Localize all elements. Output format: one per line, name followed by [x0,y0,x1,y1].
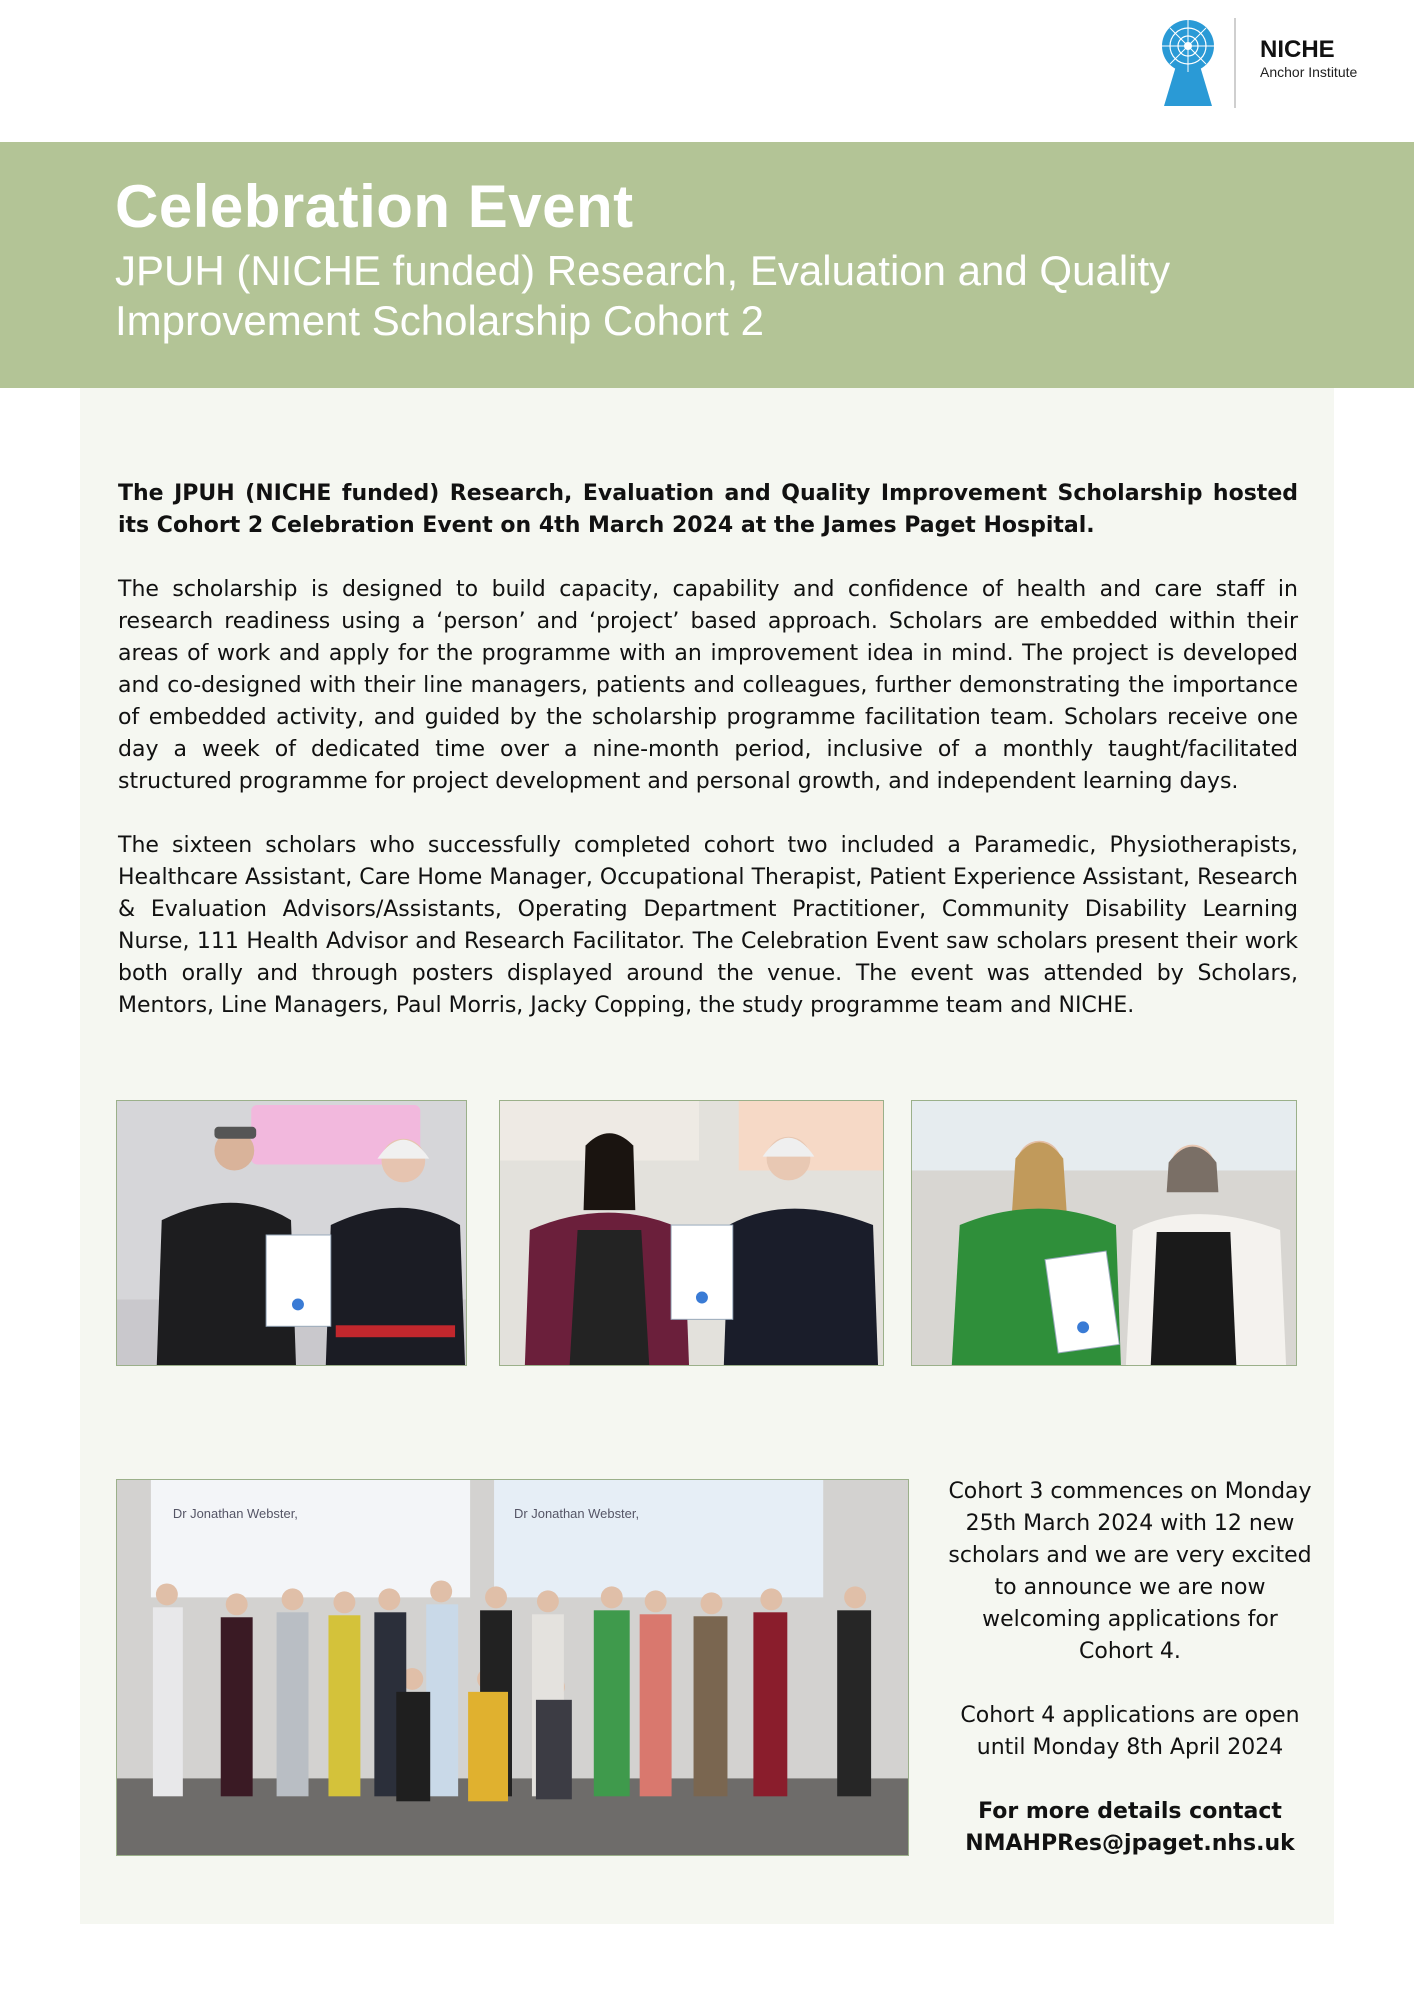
photo-cohort-group [116,1479,909,1856]
niche-keyhole-globe-icon [1158,16,1218,108]
logo-subtitle: Anchor Institute [1260,64,1358,80]
photo-certificate-presentation-1 [116,1100,467,1366]
photo-certificate-presentation-2 [499,1100,884,1366]
contact-email[interactable]: NMAHPRes@jpaget.nhs.uk [965,1831,1295,1856]
page-title: Celebration Event [115,173,634,240]
intro-paragraph: The JPUH (NICHE funded) Research, Evaluation and Quality Improvement Scholarship hosted its Cohort 2 Celebration Event on 4th March 2024 at the James Paget Hospital. [118,481,1298,538]
photo-certificate-presentation-3 [911,1100,1297,1366]
cohort-two-summary: The sixteen scholars who successfully completed cohort two included a Paramedic, Physiotherapists, Healthcare Assistant, Care Home Manager, Occupational Therapist, Patient Experience Assistant, Research & Evaluation Advisors/Assistants, Operating Department Practitioner, Community Disability Learning Nurse, 111 Health Advisor and Research Facilitator. The Celebration Event saw scholars present their work both orally and through posters displayed around the venue. The event was attended by Scholars, Mentors, Line Managers, Paul Morris, Jacky Copping, the study programme team and NICHE. [118,833,1298,1018]
title-banner [0,142,1414,388]
contact-label: For more details contact [978,1799,1282,1824]
logo-divider [1234,18,1236,108]
page-subtitle: JPUH (NICHE funded) Research, Evaluation and Quality Improvement Scholarship Cohort 2 [115,247,1171,344]
cohort4-deadline: Cohort 4 applications are open until Monday 8th April 2024 [960,1703,1300,1760]
cohort-info-sidebar [946,1476,1314,1860]
scholarship-description: The scholarship is designed to build capacity, capability and confidence of health and care staff in research readiness using a ‘person’ and ‘project’ based approach. Scholars are embedded within their areas of work and apply for the programme with an improvement idea in mind. The project is developed and co-designed with their line managers, patients and colleagues, further demonstrating the importance of embedded activity, and guided by the scholarship programme facilitation team. Scholars receive one day a week of dedicated time over a nine-month period, inclusive of a monthly taught/facilitated structured programme for project development and personal growth, and independent learning days. [118,577,1298,794]
slide-name-left: Dr Jonathan Webster, [172,1505,298,1521]
slide-name-right: Dr Jonathan Webster, [513,1505,640,1521]
cohort3-announcement: Cohort 3 commences on Monday 25th March 2024 with 12 new scholars and we are very excited to announce we are now welcoming applications for Cohort 4. [948,1479,1312,1664]
niche-logo [1158,14,1378,110]
logo-name: NICHE [1260,36,1335,63]
